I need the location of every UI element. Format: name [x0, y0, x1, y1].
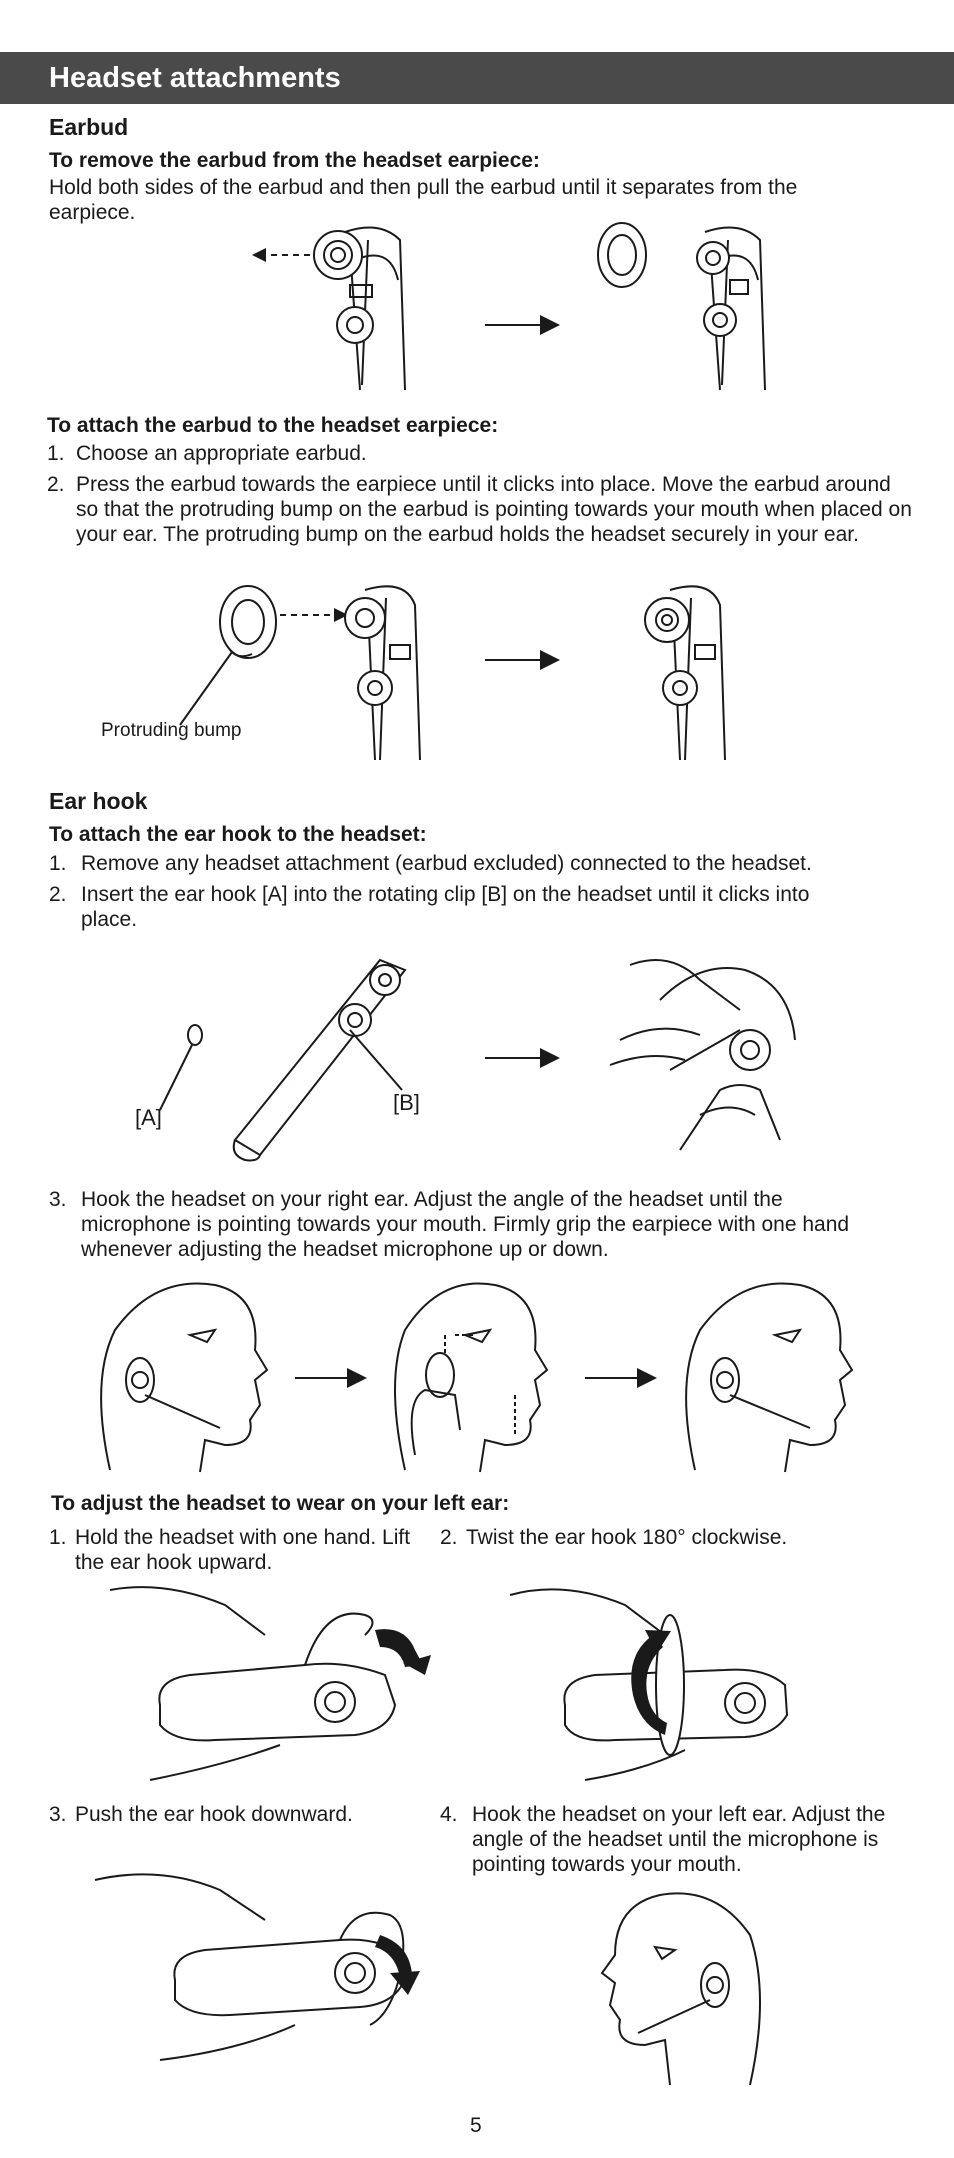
step-text: Push the ear hook downward. — [75, 1803, 353, 1826]
step-number: 4. — [440, 1803, 458, 1826]
hand-2 — [510, 1589, 665, 1635]
remove-earbud-illustration — [250, 220, 810, 400]
step-text: Press the earbud towards the earpiece until it clicks into place. Move the earbud around so that the protruding bump on the earbud is pointing towards your mouth when placed on your ear. The protruding bump on the earbud holds the headset securely in your ear. — [76, 473, 912, 546]
remove-earbud-text: Hold both sides of the earbud and then pull the earbud until it separates from the earpiece. — [49, 176, 798, 224]
attach-ear-hook-subheading: To attach the ear hook to the headset: — [49, 823, 427, 846]
ear-hook — [188, 945, 290, 1080]
left-ear-steps-3-4-illustration — [90, 1855, 810, 2095]
step-number: 2. — [440, 1526, 458, 1549]
left-ear-steps-1-2-illustration — [105, 1575, 805, 1785]
ear-hook-heading: Ear hook — [49, 788, 148, 814]
earbud — [314, 231, 362, 279]
step-text: Insert the ear hook [A] into the rotating clip [B] on the headset until it clicks into place. — [81, 883, 810, 931]
earbud-heading: Earbud — [49, 114, 129, 140]
ear-hook-illustration — [140, 940, 840, 1170]
step-text: Twist the ear hook 180° clockwise. — [466, 1526, 788, 1549]
pointer-b — [350, 1030, 402, 1090]
step-text: Hook the headset on your left ear. Adjust the angle of the headset until the microphone is pointing towards your mouth. — [472, 1803, 886, 1876]
head-wearing-illustration — [95, 1280, 875, 1475]
step-number: 3. — [49, 1188, 67, 1211]
separated-earbud — [598, 223, 646, 287]
left-ear-subheading: To adjust the headset to wear on your left ear: — [51, 1492, 510, 1515]
attach-earbud-illustration — [180, 580, 780, 770]
page-number: 5 — [470, 2114, 482, 2137]
step-text: Choose an appropriate earbud. — [76, 442, 367, 465]
step-text: Remove any headset attachment (earbud excluded) connected to the headset. — [81, 852, 812, 875]
push-down-arrow — [375, 1935, 412, 1977]
step-text: Hook the headset on your right ear. Adjust the angle of the headset until the microphone is pointing towards your mouth. Firmly grip the earpiece with one hand whenever adjusting the headset microphone up or down. — [81, 1188, 850, 1261]
remove-earbud-subheading: To remove the earbud from the headset earpiece: — [49, 149, 540, 172]
page-title: Headset attachments — [49, 62, 341, 94]
head-4 — [602, 1893, 760, 2085]
hand — [412, 1390, 460, 1455]
head-2 — [395, 1283, 547, 1472]
step-number: 1. — [47, 442, 65, 465]
label-b: [B] — [393, 1090, 420, 1115]
step-number: 2. — [49, 883, 67, 906]
hand-1 — [110, 1587, 265, 1635]
step-number: 1. — [49, 852, 67, 875]
step-number: 2. — [47, 473, 65, 496]
protruding-bump-label: Protruding bump — [101, 720, 242, 741]
label-a: [A] — [135, 1105, 162, 1130]
earbud — [220, 586, 276, 658]
hand-3 — [95, 1874, 265, 1920]
step-number: 1. — [49, 1526, 67, 1549]
step-text: Hold the headset with one hand. Lift the ear hook upward. — [75, 1526, 411, 1574]
bump-pointer — [180, 652, 232, 725]
pointer-a — [160, 1045, 192, 1110]
attach-earbud-subheading: To attach the earbud to the headset earpiece: — [47, 414, 499, 437]
step-number: 3. — [49, 1803, 67, 1826]
